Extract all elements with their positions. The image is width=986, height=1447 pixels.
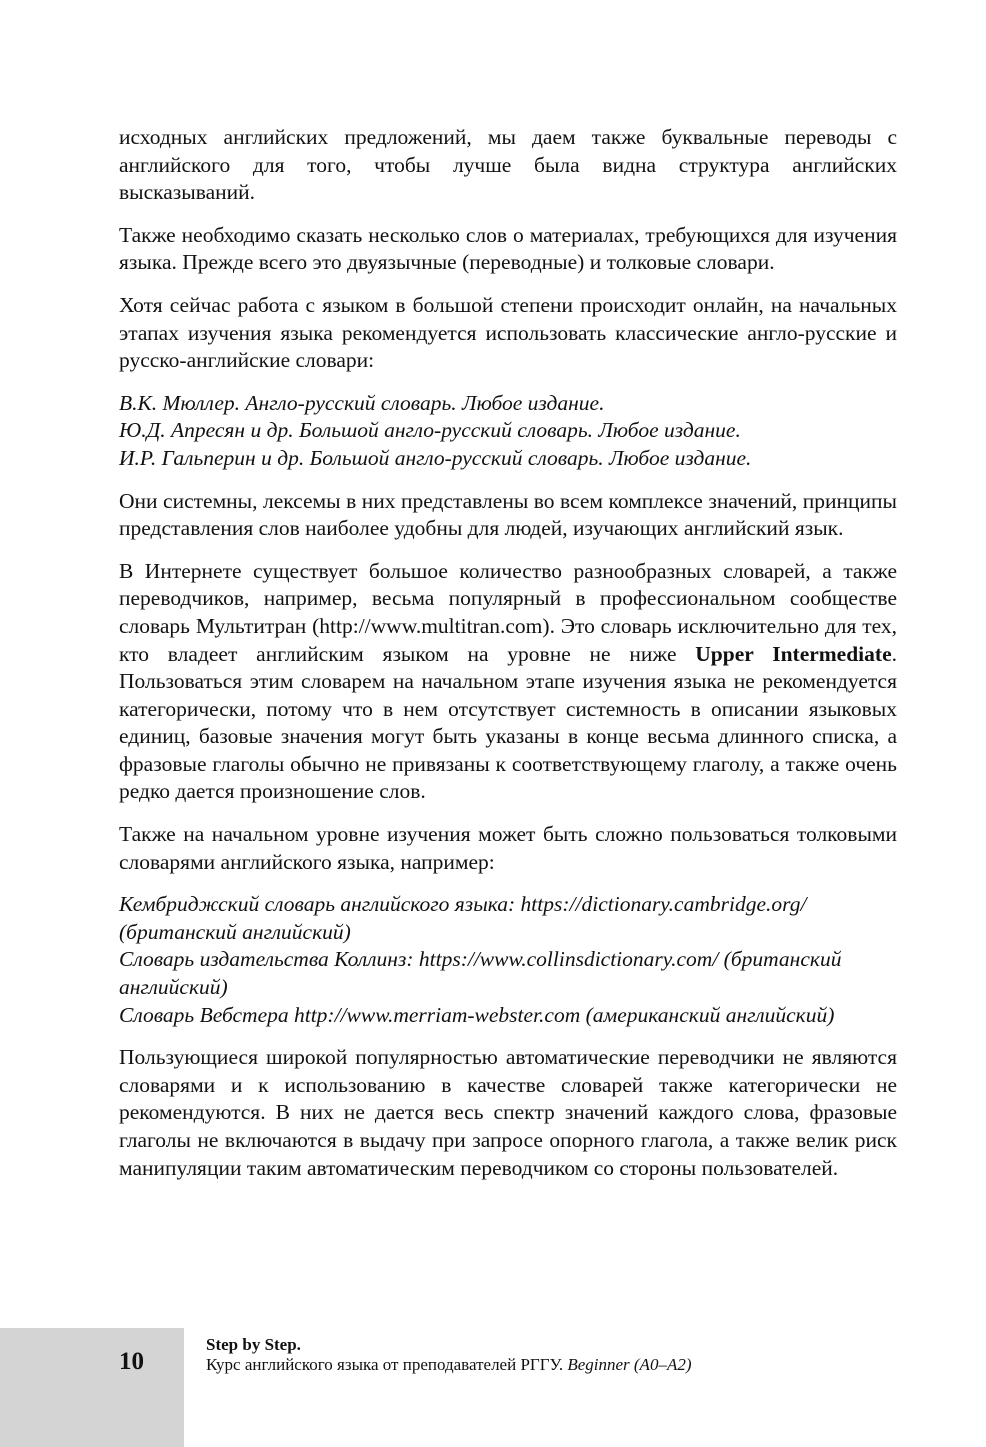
paragraph-materials: Также необходимо сказать несколько слов о материалах, требующихся для изучения языка. Прежде всего это двуязычные (переводные) и толковые словари. <box>119 222 897 275</box>
paragraph-explanatory: Также на начальном уровне изучения может быть сложно пользоваться толковыми словарями английского языка, например: <box>119 822 897 874</box>
dictionary-item: В.К. Мюллер. Англо-русский словарь. Любое издание. <box>119 390 605 415</box>
online-dictionary-list <box>119 891 897 1029</box>
paragraph-systematic: Они системны, лексемы в них представлены во всем комплексе значений, принципы представления слов наиболее удобны для людей, изучающих английский язык. <box>119 488 897 541</box>
dictionary-list <box>119 390 897 473</box>
paragraph-intro: исходных английских предложений, мы даем также буквальные переводы с английского для того, чтобы лучше была видна структура английских высказываний. <box>119 125 897 205</box>
dictionary-item: И.Р. Гальперин и др. Большой англо-русский словарь. Любое издание. <box>119 445 752 470</box>
footer-course-name: Курс английского языка от преподавателей РГГУ. <box>206 1355 568 1374</box>
paragraph-machine-translation: Пользующиеся широкой популярностью автоматические переводчики не являются словарями и к использованию в качестве словарей также категорически не рекомендуются. В них не дается весь спектр значений каждого слова, фразовые глаголы не включаются в выдачу при запросе опорного глагола, а также велик риск манипуляции таким автоматическим переводчиком со стороны пользователей. <box>119 1045 897 1180</box>
internet-text-end: . Пользоваться этим словарем на начальном этапе изучения языка не рекомендуется категорически, потому что в нем отсутствует системность в описании языковых единиц, базовые значения могут быть указаны в конце весьма длинного списка, а фразовые глаголы обычно не привязаны к соответствующему глаголу, а также очень редко дается произношение слов. <box>119 641 897 804</box>
page-body <box>119 124 897 1197</box>
footer-course-title <box>206 1355 691 1375</box>
footer-tab <box>0 1328 184 1447</box>
paragraph-internet <box>119 558 897 806</box>
paragraph-online: Хотя сейчас работа с языком в большой степени происходит онлайн, на начальных этапах изучения языка рекомендуется использовать классические англо-русские и русско-английские словари: <box>119 292 897 373</box>
dictionary-item: Ю.Д. Апресян и др. Большой англо-русский словарь. Любое издание. <box>119 418 741 443</box>
online-dictionary-item: Кембриджский словарь английского языка: https://dictionary.cambridge.org/ (британский английский) <box>119 892 807 944</box>
page-number: 10 <box>119 1348 144 1375</box>
online-dictionary-item: Словарь Вебстера http://www.merriam-webster.com (американский английский) <box>119 1002 835 1027</box>
footer-level: Beginner (A0–A2) <box>567 1355 692 1374</box>
level-highlight: Upper Intermediate <box>695 641 892 666</box>
footer-series-title: Step by Step. <box>206 1335 301 1354</box>
internet-text-start: В Интернете существует большое количество разнообразных словарей, а также переводчиков, например, весьма популярный в профессиональном сообществе словарь Мультитран (http://www.multitran.com). Это словарь исключительно для тех, кто владеет английским языком на уровне не ниже <box>119 558 897 666</box>
online-dictionary-item: Словарь издательства Коллинз: https://www.collinsdictionary.com/ (британский английский) <box>119 947 842 1000</box>
